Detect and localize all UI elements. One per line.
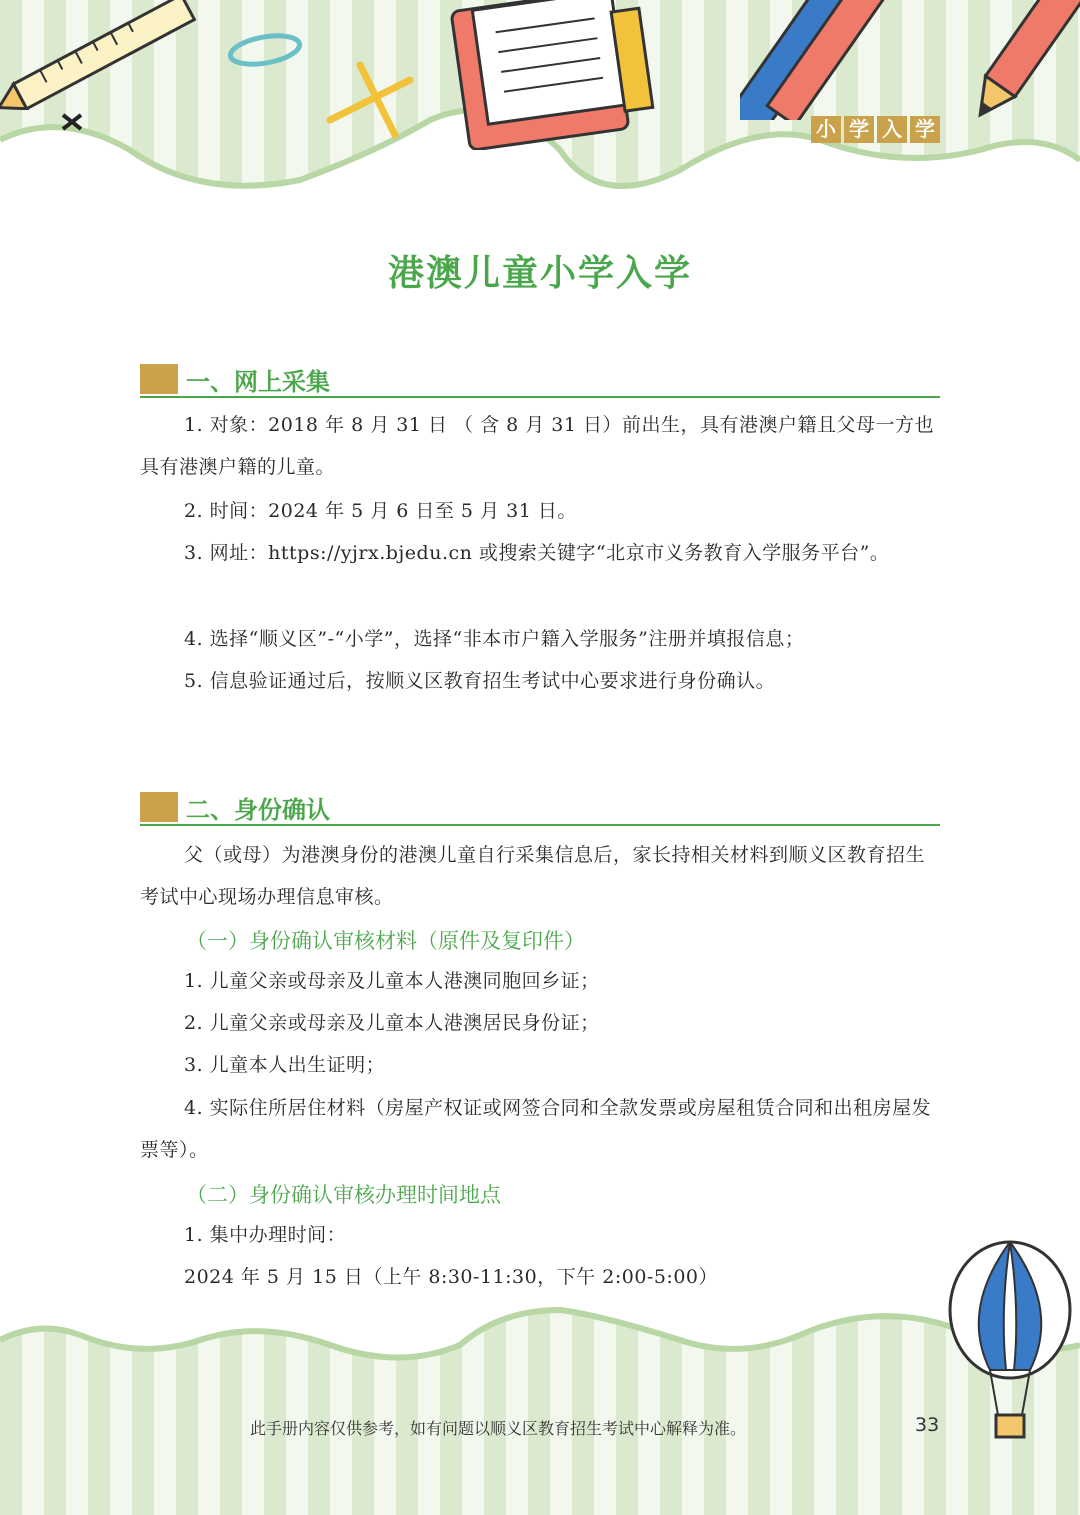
badge-char: 小 [811, 116, 841, 143]
subsection-heading: （二）身份确认审核办理时间地点 [186, 1183, 501, 1207]
list-item: 3. 网址：https://yjrx.bjedu.cn 或搜索关键字“北京市义务教育入学服务平台”。 [184, 542, 890, 564]
book-icon [140, 364, 178, 394]
section-heading-online-collection [140, 362, 940, 398]
section-heading-identity-confirmation [140, 790, 940, 826]
badge-char: 学 [844, 116, 874, 143]
list-item: 4. 实际住所居住材料（房屋产权证或网签合同和全款发票或房屋租赁合同和出租房屋发票等）。 [140, 1097, 932, 1161]
list-item: 1. 集中办理时间： [184, 1224, 347, 1246]
page-number: 33 [915, 1414, 940, 1436]
footer-disclaimer: 此手册内容仅供参考，如有问题以顺义区教育招生考试中心解释为准。 [250, 1419, 747, 1438]
hot-air-balloon-illustration [940, 1240, 1080, 1460]
list-item: 3. 儿童本人出生证明； [184, 1054, 386, 1076]
section-heading-text: 一、网上采集 [186, 368, 330, 396]
ruler-illustration [0, 0, 200, 110]
pencil-illustration [955, 0, 1080, 130]
badge-char: 入 [877, 116, 907, 143]
list-item: 4. 选择“顺义区”-“小学”，选择“非本市户籍入学服务”注册并填报信息； [184, 628, 805, 650]
paper-clip-illustration [225, 25, 305, 75]
list-item: 2. 时间：2024 年 5 月 6 日至 5 月 31 日。 [184, 500, 577, 522]
notebook-illustration [450, 0, 670, 150]
subsection-heading: （一）身份确认审核材料（原件及复印件） [186, 929, 585, 953]
list-item: 1. 儿童父亲或母亲及儿童本人港澳同胞回乡证； [184, 970, 600, 992]
list-item: 1. 对象：2018 年 8 月 31 日 （ 含 8 月 31 日）前出生，具有港澳户籍且父母一方也具有港澳户籍的儿童。 [140, 414, 934, 478]
books-illustration [740, 0, 890, 120]
section-heading-text: 二、身份确认 [186, 796, 330, 824]
category-badge [811, 116, 940, 143]
list-item: 2024 年 5 月 15 日（上午 8:30-11:30，下午 2:00-5:00） [184, 1266, 718, 1288]
list-item: 2. 儿童父亲或母亲及儿童本人港澳居民身份证； [184, 1012, 600, 1034]
footer-wave [0, 1290, 1080, 1380]
pins-illustration [320, 60, 420, 140]
badge-char: 学 [910, 116, 940, 143]
intro-paragraph: 父（或母）为港澳身份的港澳儿童自行采集信息后，家长持相关材料到顺义区教育招生考试中心现场办理信息审核。 [140, 844, 926, 908]
list-item: 5. 信息验证通过后，按顺义区教育招生考试中心要求进行身份确认。 [184, 670, 776, 692]
page-title: 港澳儿童小学入学 [387, 253, 692, 294]
x-mark-icon [60, 112, 84, 132]
book-icon [140, 792, 178, 822]
